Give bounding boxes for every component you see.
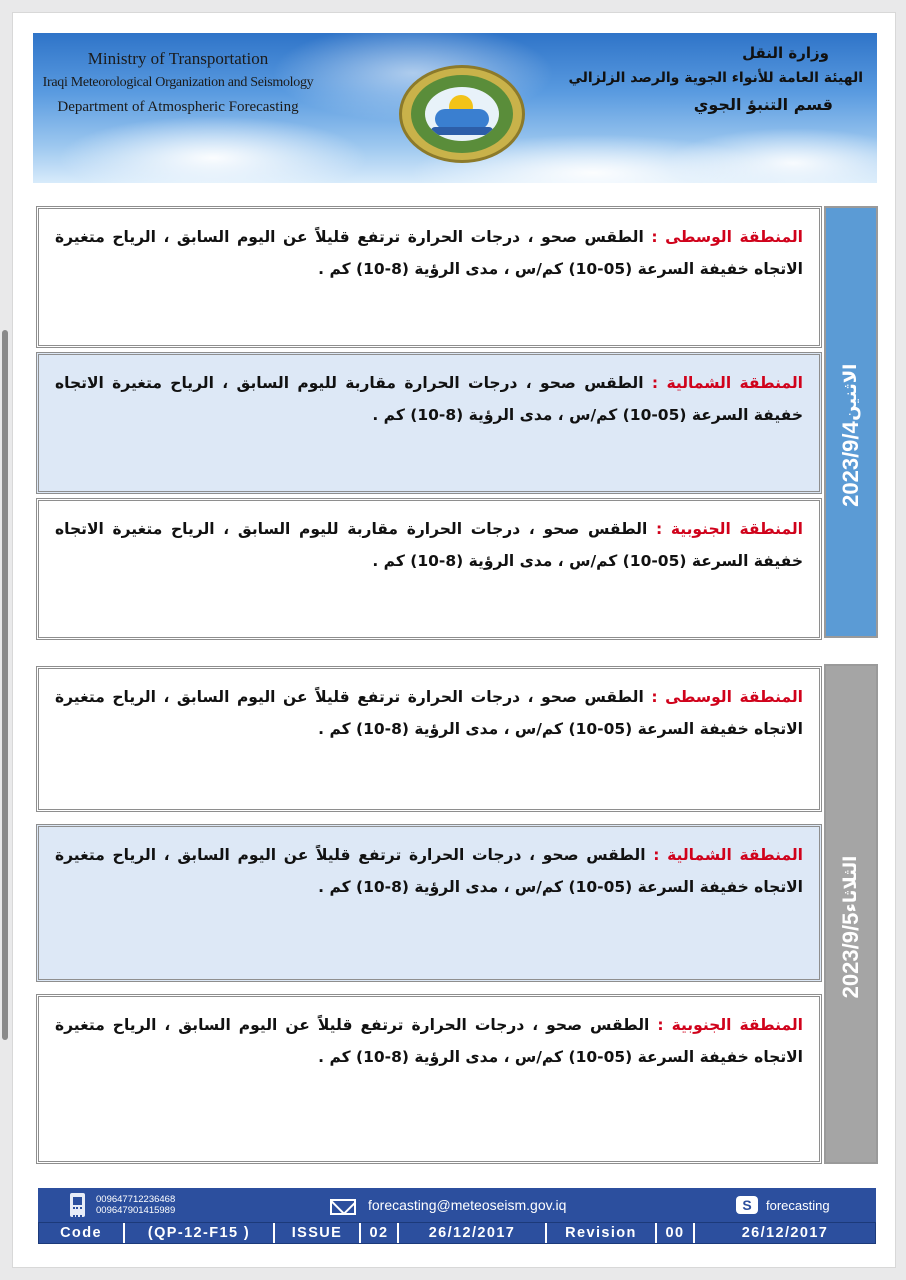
doc-issue-date: 26/12/2017 [399,1223,547,1243]
department-name-ar: قسم التنبؤ الجوي [693,95,833,114]
region-label: المنطقة الجنوبية : [657,1016,803,1034]
skype-handle[interactable]: forecasting [766,1198,830,1213]
forecast-text: الطقس صحو ، درجات الحرارة مقاربة لليوم السابق ، الرياح متغيرة الاتجاه خفيفة السرعة (05-10) كم/س ، مدى الرؤية (8-10) كم . [55,374,803,424]
header-banner [33,33,877,183]
ministry-name-en: Ministry of Transportation [87,49,269,68]
forecast-text: الطقس صحو ، درجات الحرارة مقاربة لليوم السابق ، الرياح متغيرة الاتجاه خفيفة السرعة (05-10) كم/س ، مدى الرؤية (8-10) كم . [55,520,803,570]
department-name-en: Department of Atmospheric Forecasting [57,99,299,115]
phone-icon [70,1193,85,1217]
doc-revision-label: Revision [547,1223,657,1243]
scrollbar[interactable] [2,330,8,1040]
day-date: 2023/9/4 [838,420,863,507]
ministry-name-ar: وزارة النقل [742,44,829,62]
organization-name-en: Iraqi Meteorological Organization and Seismology [42,75,314,90]
forecast-text: الطقس صحو ، درجات الحرارة ترتفع قليلاً عن اليوم السابق ، الرياح متغيرة الاتجاه خفيفة السرعة (05-10) كم/س ، مدى الرؤية (8-10) كم . [55,688,803,738]
day-tab-monday [824,206,878,638]
header-arabic-block [533,41,863,119]
forecast-text: الطقس صحو ، درجات الحرارة ترتفع قليلاً عن اليوم السابق ، الرياح متغيرة الاتجاه خفيفة السرعة (05-10) كم/س ، مدى الرؤية (8-10) كم . [55,1016,803,1066]
mail-icon [330,1199,356,1215]
forecast-text: الطقس صحو ، درجات الحرارة ترتفع قليلاً عن اليوم السابق ، الرياح متغيرة الاتجاه خفيفة السرعة (05-10) كم/س ، مدى الرؤية (8-10) كم . [55,228,803,278]
doc-issue-label: ISSUE [275,1223,361,1243]
day-tab-tuesday [824,664,878,1164]
doc-code-label: Code [39,1223,125,1243]
region-label: المنطقة الوسطى : [651,688,803,706]
forecast-box-north [36,824,822,982]
forecast-text: الطقس صحو ، درجات الحرارة ترتفع قليلاً عن اليوم السابق ، الرياح متغيرة الاتجاه خفيفة السرعة (05-10) كم/س ، مدى الرؤية (8-10) كم . [55,846,803,896]
forecast-box-south [36,498,822,640]
organization-seal-icon [399,65,525,163]
doc-revision-date: 26/12/2017 [741,1225,829,1241]
day-name: الاثنين [840,363,861,421]
forecast-box-north [36,352,822,494]
doc-revision-value: 00 [657,1223,695,1243]
doc-code-value: (QP-12-F15 ) [125,1223,275,1243]
email-link[interactable]: forecasting@meteoseism.gov.iq [368,1197,567,1213]
phone-numbers [96,1194,175,1216]
forecast-box-central [36,206,822,348]
region-label: المنطقة الوسطى : [651,228,803,246]
region-label: المنطقة الشمالية : [653,846,803,864]
document-control-bar [38,1222,876,1244]
region-label: المنطقة الجنوبية : [656,520,803,538]
footer-contact-bar [38,1188,876,1222]
organization-name-ar: الهيئة العامة للأنواء الجوية والرصد الزلزالي [568,70,863,86]
day-date: 2023/9/5 [838,912,863,999]
phone-number: 009647901415989 [96,1205,176,1216]
doc-issue-value: 02 [361,1223,399,1243]
forecast-box-central [36,666,822,812]
skype-icon: S [736,1196,758,1214]
region-label: المنطقة الشمالية : [651,374,803,392]
day-name: الثلاثاء [840,855,861,913]
header-english-block [33,47,323,119]
phone-number: 009647712236468 [96,1194,176,1205]
forecast-box-south [36,994,822,1164]
